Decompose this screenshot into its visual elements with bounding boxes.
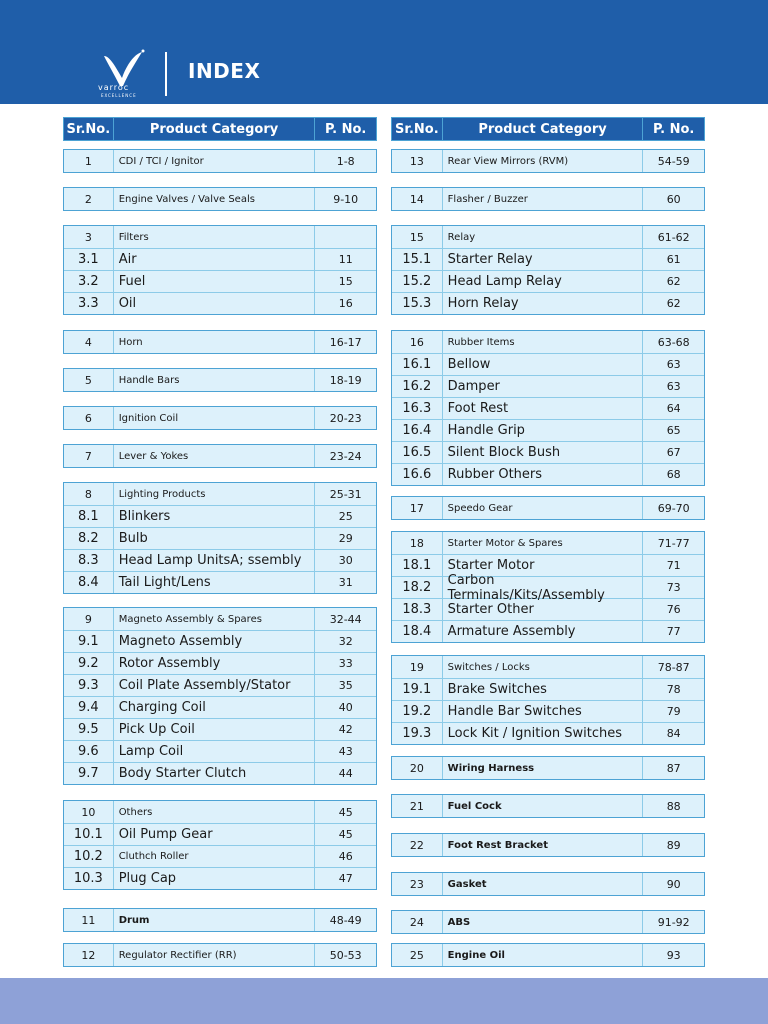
sr-no-cell: 9.1 bbox=[64, 631, 114, 652]
table-row bbox=[64, 150, 376, 172]
sr-no-cell: 16.4 bbox=[392, 420, 443, 441]
page-no-cell: 47 bbox=[338, 872, 353, 885]
category-cell: Flasher / Buzzer bbox=[443, 188, 644, 210]
sr-no-cell: 9 bbox=[64, 608, 114, 630]
sr-no-cell: 12 bbox=[64, 944, 114, 966]
category-cell: Foot Rest bbox=[443, 398, 644, 419]
page-no-cell: 11 bbox=[338, 253, 353, 266]
sr-no-cell: 16.2 bbox=[392, 376, 443, 397]
category-cell: ABS bbox=[443, 911, 644, 933]
category-cell: Engine Valves / Valve Seals bbox=[114, 188, 316, 210]
sr-no-cell: 9.5 bbox=[64, 719, 114, 740]
index-group bbox=[63, 444, 377, 468]
category-cell: Gasket bbox=[443, 873, 644, 895]
sr-no-cell: 18.4 bbox=[392, 621, 443, 642]
table-row bbox=[64, 445, 376, 467]
category-cell: Tail Light/Lens bbox=[114, 572, 316, 593]
sr-no-cell: 9.3 bbox=[64, 675, 114, 696]
table-row bbox=[64, 571, 376, 593]
category-cell: Handle Grip bbox=[443, 420, 644, 441]
sr-no-cell: 9.4 bbox=[64, 697, 114, 718]
table-row bbox=[64, 505, 376, 527]
page-no-cell: 54-59 bbox=[657, 154, 690, 168]
category-cell: Head Lamp Relay bbox=[443, 271, 644, 292]
sr-no-cell: 4 bbox=[64, 331, 114, 353]
category-cell: Engine Oil bbox=[443, 944, 644, 966]
sr-no-cell: 2 bbox=[64, 188, 114, 210]
table-row bbox=[64, 270, 376, 292]
sr-no-cell: 15.1 bbox=[392, 249, 443, 270]
page-no-cell: 32-44 bbox=[329, 612, 362, 626]
sr-no-cell: 3.3 bbox=[64, 293, 114, 314]
category-cell: Starter Other bbox=[443, 599, 644, 620]
index-group bbox=[63, 943, 377, 967]
page-no-cell: 78 bbox=[666, 683, 681, 696]
sr-no-cell: 15.3 bbox=[392, 293, 443, 314]
table-header-left bbox=[63, 117, 377, 141]
category-cell: Damper bbox=[443, 376, 644, 397]
page-no-cell: 62 bbox=[666, 297, 681, 310]
header-sr-no: Sr.No. bbox=[64, 118, 114, 140]
table-row bbox=[64, 944, 376, 966]
category-cell: Starter Motor bbox=[443, 555, 644, 576]
table-row bbox=[392, 532, 704, 554]
page-no-cell: 20-23 bbox=[329, 411, 362, 425]
category-cell: Horn Relay bbox=[443, 293, 644, 314]
table-row bbox=[64, 608, 376, 630]
sr-no-cell: 10.1 bbox=[64, 824, 114, 845]
table-row bbox=[392, 911, 704, 933]
index-group bbox=[391, 496, 705, 520]
table-row bbox=[392, 248, 704, 270]
index-group bbox=[391, 531, 705, 643]
table-row bbox=[64, 718, 376, 740]
page-no-cell: 25 bbox=[338, 510, 353, 523]
page-no-cell: 88 bbox=[666, 799, 681, 813]
category-cell: Regulator Rectifier (RR) bbox=[114, 944, 316, 966]
category-cell: Starter Motor & Spares bbox=[443, 532, 644, 554]
header-page-no: P. No. bbox=[325, 121, 367, 137]
sr-no-cell: 13 bbox=[392, 150, 443, 172]
table-row bbox=[392, 497, 704, 519]
sr-no-cell: 8.2 bbox=[64, 528, 114, 549]
page-no-cell: 45 bbox=[338, 828, 353, 841]
page-no-cell: 61 bbox=[666, 253, 681, 266]
index-group bbox=[63, 406, 377, 430]
sr-no-cell: 8.3 bbox=[64, 550, 114, 571]
index-group bbox=[63, 482, 377, 594]
table-row bbox=[392, 757, 704, 779]
category-cell: Fuel bbox=[114, 271, 316, 292]
sr-no-cell: 11 bbox=[64, 909, 114, 931]
header-product-category: Product Category bbox=[443, 118, 644, 140]
sr-no-cell: 16.3 bbox=[392, 398, 443, 419]
index-group bbox=[391, 872, 705, 896]
category-cell: Coil Plate Assembly/Stator bbox=[114, 675, 316, 696]
category-cell: Fuel Cock bbox=[443, 795, 644, 817]
table-row bbox=[64, 369, 376, 391]
category-cell: Bellow bbox=[443, 354, 644, 375]
category-cell: Handle Bar Switches bbox=[443, 701, 644, 722]
category-cell: Relay bbox=[443, 226, 644, 248]
sr-no-cell: 15.2 bbox=[392, 271, 443, 292]
page-no-cell: 93 bbox=[666, 948, 681, 962]
index-group bbox=[391, 833, 705, 857]
index-group bbox=[63, 607, 377, 785]
page-no-cell: 71 bbox=[666, 559, 681, 572]
category-cell: Others bbox=[114, 801, 316, 823]
page-header bbox=[0, 0, 768, 104]
page-no-cell: 63 bbox=[666, 380, 681, 393]
table-row bbox=[64, 188, 376, 210]
sr-no-cell: 8.4 bbox=[64, 572, 114, 593]
table-row bbox=[392, 150, 704, 172]
page-no-cell: 76 bbox=[666, 603, 681, 616]
category-cell: Lock Kit / Ignition Switches bbox=[443, 723, 644, 744]
table-row bbox=[392, 353, 704, 375]
table-row bbox=[392, 292, 704, 314]
table-row bbox=[392, 620, 704, 642]
page-no-cell: 15 bbox=[338, 275, 353, 288]
category-cell: Pick Up Coil bbox=[114, 719, 316, 740]
index-group bbox=[63, 225, 377, 315]
category-cell: Lamp Coil bbox=[114, 741, 316, 762]
page-title: INDEX bbox=[188, 59, 261, 83]
sr-no-cell: 1 bbox=[64, 150, 114, 172]
category-cell: Horn bbox=[114, 331, 316, 353]
table-row bbox=[64, 674, 376, 696]
sr-no-cell: 23 bbox=[392, 873, 443, 895]
page-no-cell: 50-53 bbox=[329, 948, 362, 962]
category-cell: Body Starter Clutch bbox=[114, 763, 316, 784]
category-cell: Speedo Gear bbox=[443, 497, 644, 519]
index-table-left bbox=[63, 117, 377, 962]
sr-no-cell: 18 bbox=[392, 532, 443, 554]
category-cell: Silent Block Bush bbox=[443, 442, 644, 463]
index-group bbox=[391, 794, 705, 818]
sr-no-cell: 18.2 bbox=[392, 577, 443, 598]
table-row bbox=[64, 696, 376, 718]
page-no-cell bbox=[315, 226, 376, 248]
page-no-cell: 1-8 bbox=[336, 154, 355, 168]
sr-no-cell: 14 bbox=[392, 188, 443, 210]
sr-no-cell: 8 bbox=[64, 483, 114, 505]
sr-no-cell: 10.2 bbox=[64, 846, 114, 867]
page-no-cell: 89 bbox=[666, 838, 681, 852]
page-no-cell: 42 bbox=[338, 723, 353, 736]
page-footer-band bbox=[0, 978, 768, 1024]
table-row bbox=[392, 270, 704, 292]
brand-name: varroc bbox=[98, 83, 130, 92]
category-cell: Armature Assembly bbox=[443, 621, 644, 642]
sr-no-cell: 19.3 bbox=[392, 723, 443, 744]
table-header-right bbox=[391, 117, 705, 141]
category-cell: Blinkers bbox=[114, 506, 316, 527]
page-no-cell: 90 bbox=[666, 877, 681, 891]
category-cell: Rotor Assembly bbox=[114, 653, 316, 674]
table-row bbox=[64, 845, 376, 867]
index-group bbox=[391, 756, 705, 780]
category-cell: Head Lamp UnitsA; ssembly bbox=[114, 550, 316, 571]
sr-no-cell: 9.6 bbox=[64, 741, 114, 762]
sr-no-cell: 16.5 bbox=[392, 442, 443, 463]
header-divider bbox=[165, 52, 167, 96]
page-no-cell: 65 bbox=[666, 424, 681, 437]
category-cell: Drum bbox=[114, 909, 316, 931]
index-group bbox=[63, 149, 377, 173]
index-group bbox=[391, 655, 705, 745]
page-no-cell: 79 bbox=[666, 705, 681, 718]
sr-no-cell: 20 bbox=[392, 757, 443, 779]
page-no-cell: 32 bbox=[338, 635, 353, 648]
page-no-cell: 77 bbox=[666, 625, 681, 638]
category-cell: Plug Cap bbox=[114, 868, 316, 889]
sr-no-cell: 21 bbox=[392, 795, 443, 817]
page-no-cell: 33 bbox=[338, 657, 353, 670]
table-row bbox=[64, 226, 376, 248]
table-row bbox=[392, 331, 704, 353]
category-cell: Foot Rest Bracket bbox=[443, 834, 644, 856]
page-no-cell: 35 bbox=[338, 679, 353, 692]
sr-no-cell: 10 bbox=[64, 801, 114, 823]
table-row bbox=[392, 598, 704, 620]
sr-no-cell: 3.1 bbox=[64, 249, 114, 270]
page-no-cell: 16 bbox=[338, 297, 353, 310]
table-row bbox=[392, 463, 704, 485]
category-cell: Charging Coil bbox=[114, 697, 316, 718]
page-no-cell: 48-49 bbox=[329, 913, 362, 927]
index-group bbox=[63, 330, 377, 354]
sr-no-cell: 19.1 bbox=[392, 679, 443, 700]
sr-no-cell: 16 bbox=[392, 331, 443, 353]
sr-no-cell: 16.6 bbox=[392, 464, 443, 485]
table-row bbox=[392, 944, 704, 966]
index-group bbox=[391, 149, 705, 173]
page-no-cell: 60 bbox=[666, 192, 681, 206]
page-no-cell: 40 bbox=[338, 701, 353, 714]
page-no-cell: 29 bbox=[338, 532, 353, 545]
category-cell: Rubber Items bbox=[443, 331, 644, 353]
category-cell: Brake Switches bbox=[443, 679, 644, 700]
category-cell: Rubber Others bbox=[443, 464, 644, 485]
sr-no-cell: 19.2 bbox=[392, 701, 443, 722]
table-row bbox=[64, 549, 376, 571]
sr-no-cell: 3.2 bbox=[64, 271, 114, 292]
table-row bbox=[392, 795, 704, 817]
sr-no-cell: 9.2 bbox=[64, 653, 114, 674]
page-no-cell: 62 bbox=[666, 275, 681, 288]
index-group bbox=[391, 225, 705, 315]
page-no-cell: 30 bbox=[338, 554, 353, 567]
page-no-cell: 64 bbox=[666, 402, 681, 415]
category-cell: Air bbox=[114, 249, 316, 270]
category-cell: Ignition Coil bbox=[114, 407, 316, 429]
page-no-cell: 45 bbox=[338, 805, 353, 819]
sr-no-cell: 18.3 bbox=[392, 599, 443, 620]
sr-no-cell: 9.7 bbox=[64, 763, 114, 784]
page-no-cell: 9-10 bbox=[333, 192, 359, 206]
table-row bbox=[64, 292, 376, 314]
table-row bbox=[392, 375, 704, 397]
table-row bbox=[64, 483, 376, 505]
category-cell: Cluthch Roller bbox=[114, 846, 316, 867]
sr-no-cell: 6 bbox=[64, 407, 114, 429]
category-cell: Rear View Mirrors (RVM) bbox=[443, 150, 644, 172]
sr-no-cell: 22 bbox=[392, 834, 443, 856]
sr-no-cell: 19 bbox=[392, 656, 443, 678]
page-no-cell: 84 bbox=[666, 727, 681, 740]
brand-tagline: EXCELLENCE bbox=[101, 93, 137, 98]
page-no-cell: 63 bbox=[666, 358, 681, 371]
category-cell: Oil Pump Gear bbox=[114, 824, 316, 845]
page-no-cell: 43 bbox=[338, 745, 353, 758]
index-group bbox=[391, 910, 705, 934]
table-row bbox=[64, 823, 376, 845]
category-cell: Handle Bars bbox=[114, 369, 316, 391]
index-group bbox=[63, 187, 377, 211]
table-row bbox=[392, 873, 704, 895]
table-row bbox=[392, 188, 704, 210]
table-row bbox=[64, 801, 376, 823]
page-no-cell: 16-17 bbox=[329, 335, 362, 349]
table-row bbox=[64, 630, 376, 652]
table-row bbox=[64, 248, 376, 270]
page-no-cell: 46 bbox=[338, 850, 353, 863]
table-row bbox=[64, 407, 376, 429]
category-cell: Wiring Harness bbox=[443, 757, 644, 779]
table-row bbox=[64, 909, 376, 931]
category-cell: Lever & Yokes bbox=[114, 445, 316, 467]
category-cell: Starter Relay bbox=[443, 249, 644, 270]
sr-no-cell: 17 bbox=[392, 497, 443, 519]
header-page-no: P. No. bbox=[653, 121, 695, 137]
page-no-cell: 87 bbox=[666, 761, 681, 775]
sr-no-cell: 25 bbox=[392, 944, 443, 966]
category-cell: Oil bbox=[114, 293, 316, 314]
table-row bbox=[64, 527, 376, 549]
index-group bbox=[391, 943, 705, 967]
category-cell: Lighting Products bbox=[114, 483, 316, 505]
table-row bbox=[392, 397, 704, 419]
category-cell: Bulb bbox=[114, 528, 316, 549]
table-row bbox=[392, 700, 704, 722]
sr-no-cell: 7 bbox=[64, 445, 114, 467]
index-table-right bbox=[391, 117, 705, 962]
table-row bbox=[64, 331, 376, 353]
index-group bbox=[63, 908, 377, 932]
table-row bbox=[392, 419, 704, 441]
sr-no-cell: 10.3 bbox=[64, 868, 114, 889]
category-cell: CDI / TCI / Ignitor bbox=[114, 150, 316, 172]
header-product-category: Product Category bbox=[114, 118, 316, 140]
category-cell: Switches / Locks bbox=[443, 656, 644, 678]
page-no-cell: 69-70 bbox=[657, 501, 690, 515]
page-no-cell: 68 bbox=[666, 468, 681, 481]
category-cell: Filters bbox=[114, 226, 316, 248]
page-no-cell: 63-68 bbox=[657, 335, 690, 349]
table-row bbox=[392, 656, 704, 678]
index-group bbox=[391, 330, 705, 486]
table-row bbox=[392, 678, 704, 700]
page-no-cell: 23-24 bbox=[329, 449, 362, 463]
sr-no-cell: 5 bbox=[64, 369, 114, 391]
table-row bbox=[64, 762, 376, 784]
page-no-cell: 91-92 bbox=[657, 915, 690, 929]
page-no-cell: 18-19 bbox=[329, 373, 362, 387]
sr-no-cell: 24 bbox=[392, 911, 443, 933]
index-group bbox=[63, 368, 377, 392]
category-cell: Magneto Assembly bbox=[114, 631, 316, 652]
sr-no-cell: 16.1 bbox=[392, 354, 443, 375]
table-row bbox=[392, 441, 704, 463]
page-no-cell: 78-87 bbox=[657, 660, 690, 674]
page-no-cell: 44 bbox=[338, 767, 353, 780]
page-no-cell: 67 bbox=[666, 446, 681, 459]
sr-no-cell: 3 bbox=[64, 226, 114, 248]
sr-no-cell: 18.1 bbox=[392, 555, 443, 576]
sr-no-cell: 15 bbox=[392, 226, 443, 248]
page-no-cell: 25-31 bbox=[329, 487, 362, 501]
page-no-cell: 71-77 bbox=[657, 536, 690, 550]
table-row bbox=[64, 652, 376, 674]
category-cell: Carbon Terminals/Kits/Assembly bbox=[443, 577, 644, 598]
page-no-cell: 61-62 bbox=[657, 230, 690, 244]
table-row bbox=[392, 572, 704, 603]
sr-no-cell: 8.1 bbox=[64, 506, 114, 527]
index-group bbox=[391, 187, 705, 211]
header-sr-no: Sr.No. bbox=[392, 118, 443, 140]
table-row bbox=[64, 867, 376, 889]
index-group bbox=[63, 800, 377, 890]
category-cell: Magneto Assembly & Spares bbox=[114, 608, 316, 630]
table-row bbox=[392, 722, 704, 744]
table-row bbox=[64, 740, 376, 762]
page-no-cell: 73 bbox=[666, 581, 681, 594]
table-row bbox=[392, 834, 704, 856]
table-row bbox=[392, 226, 704, 248]
page-no-cell: 31 bbox=[338, 576, 353, 589]
